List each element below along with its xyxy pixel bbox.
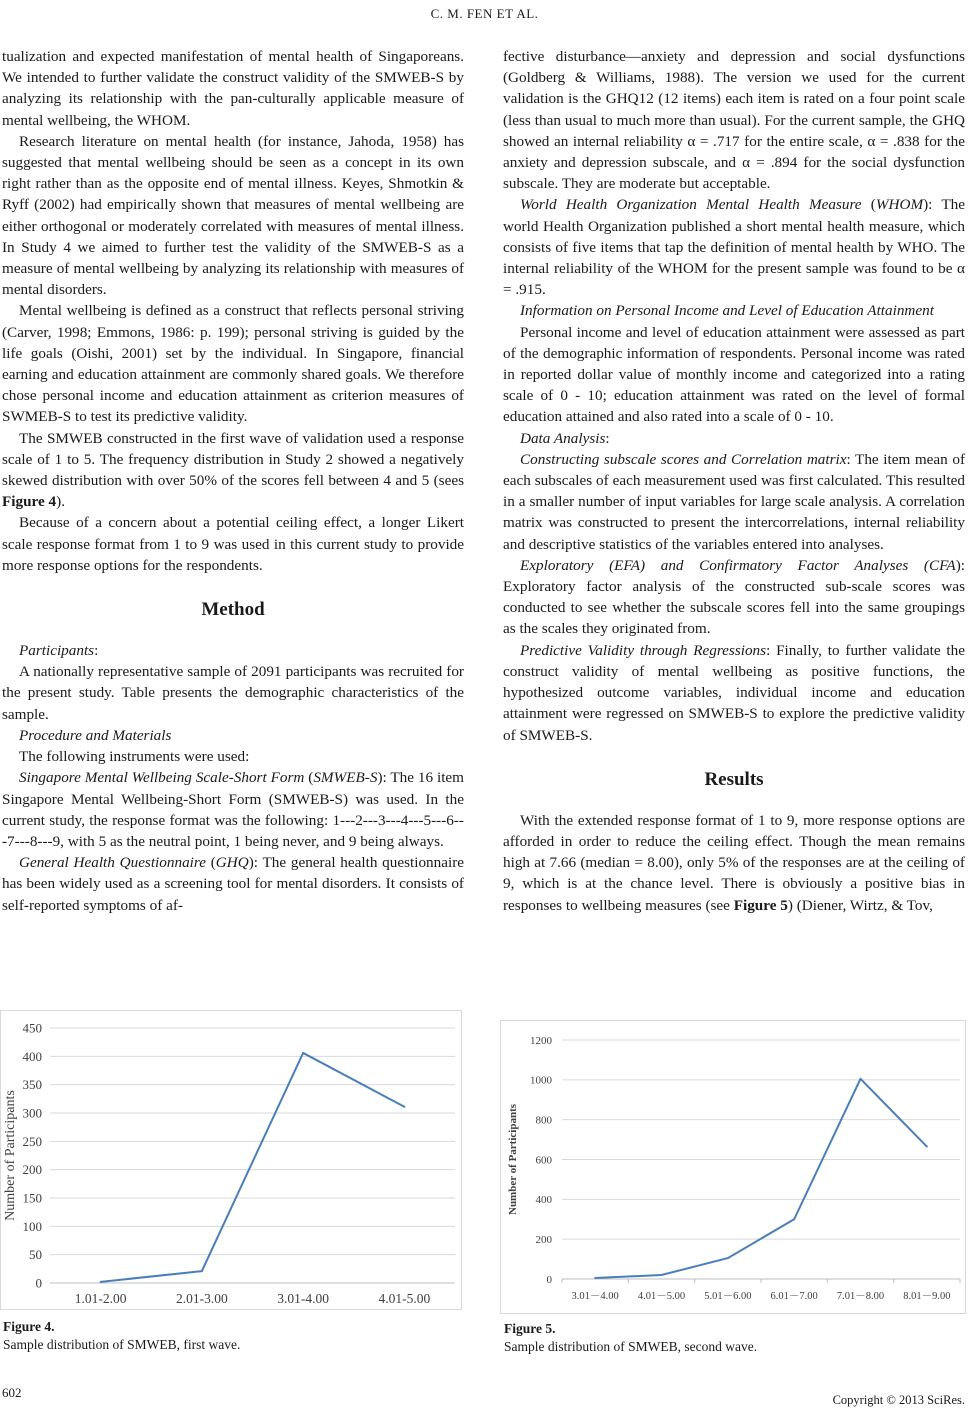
participants-text: A nationally representative sample of 2091 participants was recruited for the present study. Table presents the demographic characteristics of the sample. — [2, 663, 464, 723]
y-tick-label: 400 — [535, 1194, 552, 1207]
efa-label-2: ) and Confirmatory Factor Analyses ( — [640, 556, 929, 574]
y-tick-label: 450 — [22, 1020, 42, 1036]
efa-abbr: EFA — [614, 556, 640, 574]
results-text-end: ) (Diener, Wirtz, & Tov, — [787, 896, 933, 914]
instruments-text: The following instruments were used: — [19, 748, 250, 766]
data-point — [926, 1146, 928, 1148]
ghq-label: General Health Questionnaire — [19, 854, 206, 872]
constructing-label: Constructing subscale scores and Correlation matrix — [520, 450, 847, 468]
y-axis-label: Number of Participants — [507, 1103, 519, 1216]
efa-label-1: Exploratory ( — [520, 556, 615, 574]
whom-abbr: WHOM — [875, 196, 924, 214]
figure-5-reference[interactable]: Figure 5 — [733, 896, 788, 914]
y-tick-label: 0 — [546, 1273, 552, 1286]
figure-5-caption — [504, 1320, 757, 1356]
participants-label: Participants: — [19, 642, 99, 660]
y-tick-label: 100 — [22, 1218, 42, 1234]
data-analysis-label-text: Data Analysis — [520, 429, 606, 447]
figure-5-chart — [500, 1020, 966, 1314]
data-analysis-label: Data Analysis: — [520, 429, 610, 447]
ghq-paragraph: General Health Questionnaire (GHQ): The general health questionnaire has been widely used as a screening tool for mental disorders. It consists of self-reported symptoms of af- — [2, 854, 465, 914]
participants-label-text: Participants — [19, 642, 95, 660]
y-tick-label: 250 — [22, 1133, 42, 1149]
smweb-label: Singapore Mental Wellbeing Scale-Short Form — [19, 769, 305, 787]
y-tick-label: 300 — [22, 1105, 42, 1121]
whom-paragraph: World Health Organization Mental Health Measure (WHOM): The world Health Organization published a short mental health measure, which consists of five items that tap the definition of mental health by WHO. The internal reliability of the WHOM for the present sample was found to be α = .915. — [503, 196, 965, 299]
y-tick-label: 1200 — [530, 1034, 552, 1047]
figure-4-caption — [3, 1318, 240, 1354]
data-point — [594, 1277, 596, 1279]
left-paragraph-1: tualization and expected manifestation of mental health of Singaporeans. We intended to further validate the construct validity of the SMWEB-S by analyzing its relationship with the pan-culturally applicable measure of mental wellbeing, the WHOM. — [2, 48, 464, 129]
y-tick-label: 150 — [22, 1190, 42, 1206]
p4-text-end: ). — [56, 493, 65, 511]
x-tick-label: 7.01－8.00 — [836, 1291, 885, 1302]
results-heading: Results — [704, 768, 764, 790]
y-tick-label: 200 — [535, 1234, 552, 1247]
x-tick-label: 6.01－7.00 — [770, 1291, 818, 1302]
figure-4-chart — [0, 1010, 462, 1310]
x-tick-label: 5.01－6.00 — [704, 1291, 752, 1302]
smweb-paragraph: Singapore Mental Wellbeing Scale-Short Form (SMWEB-S): The 16 item Singapore Mental Wellbeing-Short Form (SMWEB-S) was used. In the current study, the response format was the following: 1---2---3---4---5---6---7---8---9, with 5 as the neutral point, 1 being never, and 9 being always. — [2, 769, 464, 850]
left-paragraph-5: Because of a concern about a potential ceiling effect, a longer Likert scale response format from 1 to 9 was used in this current study to provide more response options for the respondents. — [2, 514, 464, 574]
data-point — [727, 1257, 729, 1259]
x-tick-label: 4.01－5.00 — [637, 1291, 686, 1302]
left-paragraph-2: Research literature on mental health (for instance, Jahoda, 1958) has suggested that mental wellbeing should be seen as a concept in its own right rather than as the opposite end of mental illness. Keyes, Shmotkin & Ryff (2002) had empirically shown that measures of mental wellbeing are either orthogonal or moderately correlated with measures of mental illness. In Study 4 we aimed to further test the validity of the SMWEB-S as a measure of mental wellbeing by analyzing its relationship with measures of mental disorders. — [2, 132, 464, 299]
page-number: 602 — [2, 1385, 22, 1400]
y-tick-label: 0 — [35, 1275, 42, 1291]
y-tick-label: 1000 — [530, 1074, 552, 1087]
left-paragraph-4 — [2, 428, 464, 513]
figure-5-caption-text: Sample distribution of SMWEB, second wave. — [504, 1339, 758, 1354]
predictive-text: Finally, to further validate the construct validity of mental wellbeing as positive functions, the hypothesized outcome variables, individual income and education attainment were regressed on SMWEB-S to explore the predictive validity of SMWEB-S. — [503, 641, 965, 744]
procedure-label-text: Procedure and Materials — [19, 726, 172, 744]
left-paragraph-3: Mental wellbeing is defined as a construct that reflects personal striving (Carver, 1998; Emmons, 1986: p. 199); personal striving is guided by the life goals (Oishi, 2001) set by the individual. In Singapore, financial earning and education attainment are commonly shared goals. We therefore chose personal income and education attainment as criterion measures of SWMEB-S to test its predictive validity. — [2, 302, 464, 426]
p4-text: The SMWEB constructed in the first wave of validation used a response scale of 1 to 5. The frequency distribution in Study 2 showed a negatively skewed distribution with over 50% of the scores fell between 4 and 5 (sees — [2, 429, 464, 490]
results-paragraph — [503, 810, 965, 916]
series-line — [101, 1053, 405, 1282]
predictive-paragraph: Predictive Validity through Regressions: Finally, to further validate the construct validity of mental wellbeing as positive functions, the hypothesized outcome variables, individual income and education attainment were regressed on SMWEB-S to explore the predictive validity of SMWEB-S. — [503, 641, 965, 744]
efa-paragraph: Exploratory (EFA) and Confirmatory Factor Analyses (CFA): Exploratory factor analysis of the constructed sub-scale scores was conducted to see whether the subscale scores fell into the same groupings as the scales they originated from. — [503, 556, 965, 638]
x-tick-label: 8.01－9.00 — [903, 1291, 951, 1302]
income-text: Personal income and level of education attainment were assessed as part of the demographic information of respondents. Personal income was rated in reported dollar value of monthly income and categorized into a rating scale of 0 - 10; education attainment was rated on the level of formal education attained and also rated into a scale of 0 - 10. — [503, 323, 965, 426]
predictive-label: Predictive Validity through Regressions — [520, 641, 767, 659]
smweb-abbr: SMWEB-S — [313, 769, 378, 787]
x-tick-label: 2.01-3.00 — [176, 1291, 228, 1306]
x-tick-label: 4.01-5.00 — [378, 1291, 431, 1306]
constructing-paragraph: Constructing subscale scores and Correlation matrix: The item mean of each subscales of each measurement used was first calculated. This resulted in a smaller number of input variables for large scale analysis. A correlation matrix was constructed to present the intercorrelations, internal reliability and descriptive statistics of the variables entered into analyses. — [503, 450, 965, 553]
whom-text: The world Health Organization published a short mental health measure, which consists of five items that tap the definition of mental health by WHO. The internal reliability of the WHOM for the present sample was found to be α = .915. — [503, 196, 965, 299]
smweb-text: The 16 item Singapore Mental Wellbeing-Short Form (SMWEB-S) was used. In the current study, the response format was the following: 1---2---3---4---5---6---7---8---9, with 5 as the neutral point, 1 being never, and 9 being always. — [2, 769, 464, 850]
chart-frame — [501, 1021, 966, 1314]
y-tick-label: 400 — [22, 1048, 42, 1064]
constructing-text: The item mean of each subscales of each measurement used was first calculated. This resulted in a smaller number of input variables for large scale analysis. A correlation matrix was constructed to present the intercorrelations, internal reliability and descriptive statistics of the variables entered into analyses. — [503, 450, 965, 553]
method-heading: Method — [201, 599, 265, 621]
data-point — [661, 1274, 663, 1276]
figure-5-label: Figure 5. — [504, 1321, 556, 1336]
data-point — [860, 1078, 862, 1080]
x-tick-label: 1.01-2.00 — [74, 1291, 127, 1306]
figure-4-label: Figure 4. — [3, 1319, 55, 1334]
y-tick-label: 50 — [29, 1247, 42, 1263]
ghq-abbr: GHQ — [215, 854, 249, 872]
cfa-abbr: CFA — [928, 556, 956, 574]
y-tick-label: 800 — [535, 1114, 552, 1127]
figure-4-caption-text: Sample distribution of SMWEB, first wave. — [3, 1337, 241, 1352]
y-tick-label: 600 — [535, 1154, 552, 1167]
data-point — [100, 1281, 102, 1283]
y-axis-label: Number of Participants — [3, 1090, 18, 1221]
data-point — [793, 1218, 795, 1220]
data-point — [201, 1270, 203, 1272]
series-line — [595, 1079, 927, 1278]
data-point — [403, 1106, 405, 1108]
figure-4-reference[interactable]: Figure 4 — [2, 493, 57, 511]
income-label-text: Information on Personal Income and Level of Education Attainment — [520, 302, 934, 320]
efa-text: Exploratory factor analysis of the constructed sub-scale scores was conducted to see whether the subscale scores fell into the same groupings as the scales they originated from. — [503, 578, 965, 638]
y-tick-label: 200 — [22, 1162, 42, 1178]
whom-label: World Health Organization Mental Health Measure — [520, 196, 862, 214]
right-column — [503, 46, 965, 916]
right-paragraph-1: fective disturbance—anxiety and depression and social dysfunctions (Goldberg & Williams, 1988). The version we used for the current validation is the GHQ12 (12 items) each item is rated on a four point scale (less than usual to much more than usual). For the current sample, the GHQ showed an internal reliability α = .717 for the entire scale, α = .838 for the anxiety and depression subscale, and α = .894 for the social dysfunction subscale. They are moderate but acceptable. — [503, 48, 965, 193]
x-tick-label: 3.01－4.00 — [571, 1291, 619, 1302]
data-point — [302, 1052, 304, 1054]
results-text: With the extended response format of 1 to 9, more response options are afforded in order to reduce the ceiling effect. Though the mean remains high at 7.66 (median = 8.00), only 5% of the responses are at the ceiling of 9, which is at the chance level. There is obviously a positive bias in responses to wellbeing measures (see — [503, 811, 965, 914]
copyright: Copyright © 2013 SciRes. — [832, 1393, 965, 1407]
chart-frame — [1, 1011, 462, 1310]
x-tick-label: 3.01-4.00 — [277, 1291, 329, 1306]
procedure-label — [2, 725, 464, 746]
y-tick-label: 350 — [22, 1077, 42, 1093]
income-label — [503, 300, 965, 321]
ghq-text: The general health questionnaire has been widely used as a screening tool for mental disorders. It consists of self-reported symptoms of af- — [2, 854, 465, 914]
running-header: C. M. FEN ET AL. — [430, 6, 539, 21]
left-column — [2, 46, 464, 916]
